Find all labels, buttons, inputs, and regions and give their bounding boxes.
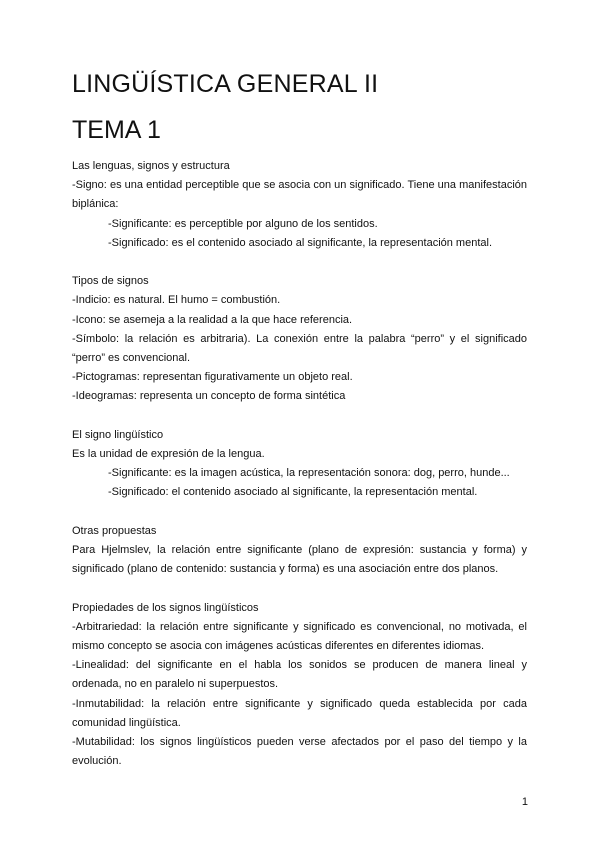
paragraph: -Signo: es una entidad perceptible que se asocia con un significado. Tiene una manifestación biplánica: — [72, 179, 527, 211]
section-heading: Tipos de signos — [72, 275, 149, 288]
section-heading: Las lenguas, signos y estructura — [72, 160, 230, 172]
list-item: -Indicio: es natural. El humo = combustión. — [72, 294, 281, 307]
section-heading: Otras propuestas — [72, 524, 157, 537]
document-title: LINGÜÍSTICA GENERAL II — [72, 70, 379, 98]
paragraph: Es la unidad de expresión de la lengua. — [72, 448, 265, 461]
list-item: -Mutabilidad: los signos lingüísticos pueden verse afectados por el paso del tiempo y la evolución. — [72, 736, 527, 768]
list-item: -Inmutabilidad: la relación entre significante y significado queda establecida por cada comunidad lingüística. — [72, 697, 527, 729]
sub-item: -Significante: es la imagen acústica, la representación sonora: dog, perro, hunde... — [108, 467, 510, 480]
document-body — [72, 157, 527, 771]
sub-item: -Significado: el contenido asociado al significante, la representación mental. — [108, 486, 478, 499]
page-number: 1 — [521, 796, 528, 808]
list-item: -Ideogramas: representa un concepto de forma sintética — [72, 390, 346, 403]
list-item: -Pictogramas: representan figurativamente un objeto real. — [72, 371, 353, 384]
paragraph: Para Hjelmslev, la relación entre significante (plano de expresión: sustancia y forma) y significado (plano de contenido: sustancia y forma) es una asociación entre dos planos. — [72, 544, 527, 576]
chapter-title: TEMA 1 — [72, 116, 161, 144]
list-item: -Linealidad: del significante en el habla los sonidos se producen de manera lineal y ordenada, no en paralelo ni superpuestos. — [72, 659, 527, 691]
list-item: -Arbitrariedad: la relación entre significante y significado es convencional, no motivada, el mismo concepto se asocia con imágenes acústicas diferentes en diferentes idiomas. — [72, 620, 527, 653]
section-heading: Propiedades de los signos lingüísticos — [72, 601, 259, 614]
list-item: -Icono: se asemeja a la realidad a la que hace referencia. — [72, 313, 353, 326]
list-item: -Símbolo: la relación es arbitraria). La conexión entre la palabra “perro” y el significado “perro” es convencional. — [72, 332, 527, 365]
sub-item: -Significado: es el contenido asociado al significante, la representación mental. — [108, 236, 493, 249]
section-heading: El signo lingüístico — [72, 428, 164, 441]
sub-item: -Significante: es perceptible por alguno de los sentidos. — [108, 217, 378, 230]
